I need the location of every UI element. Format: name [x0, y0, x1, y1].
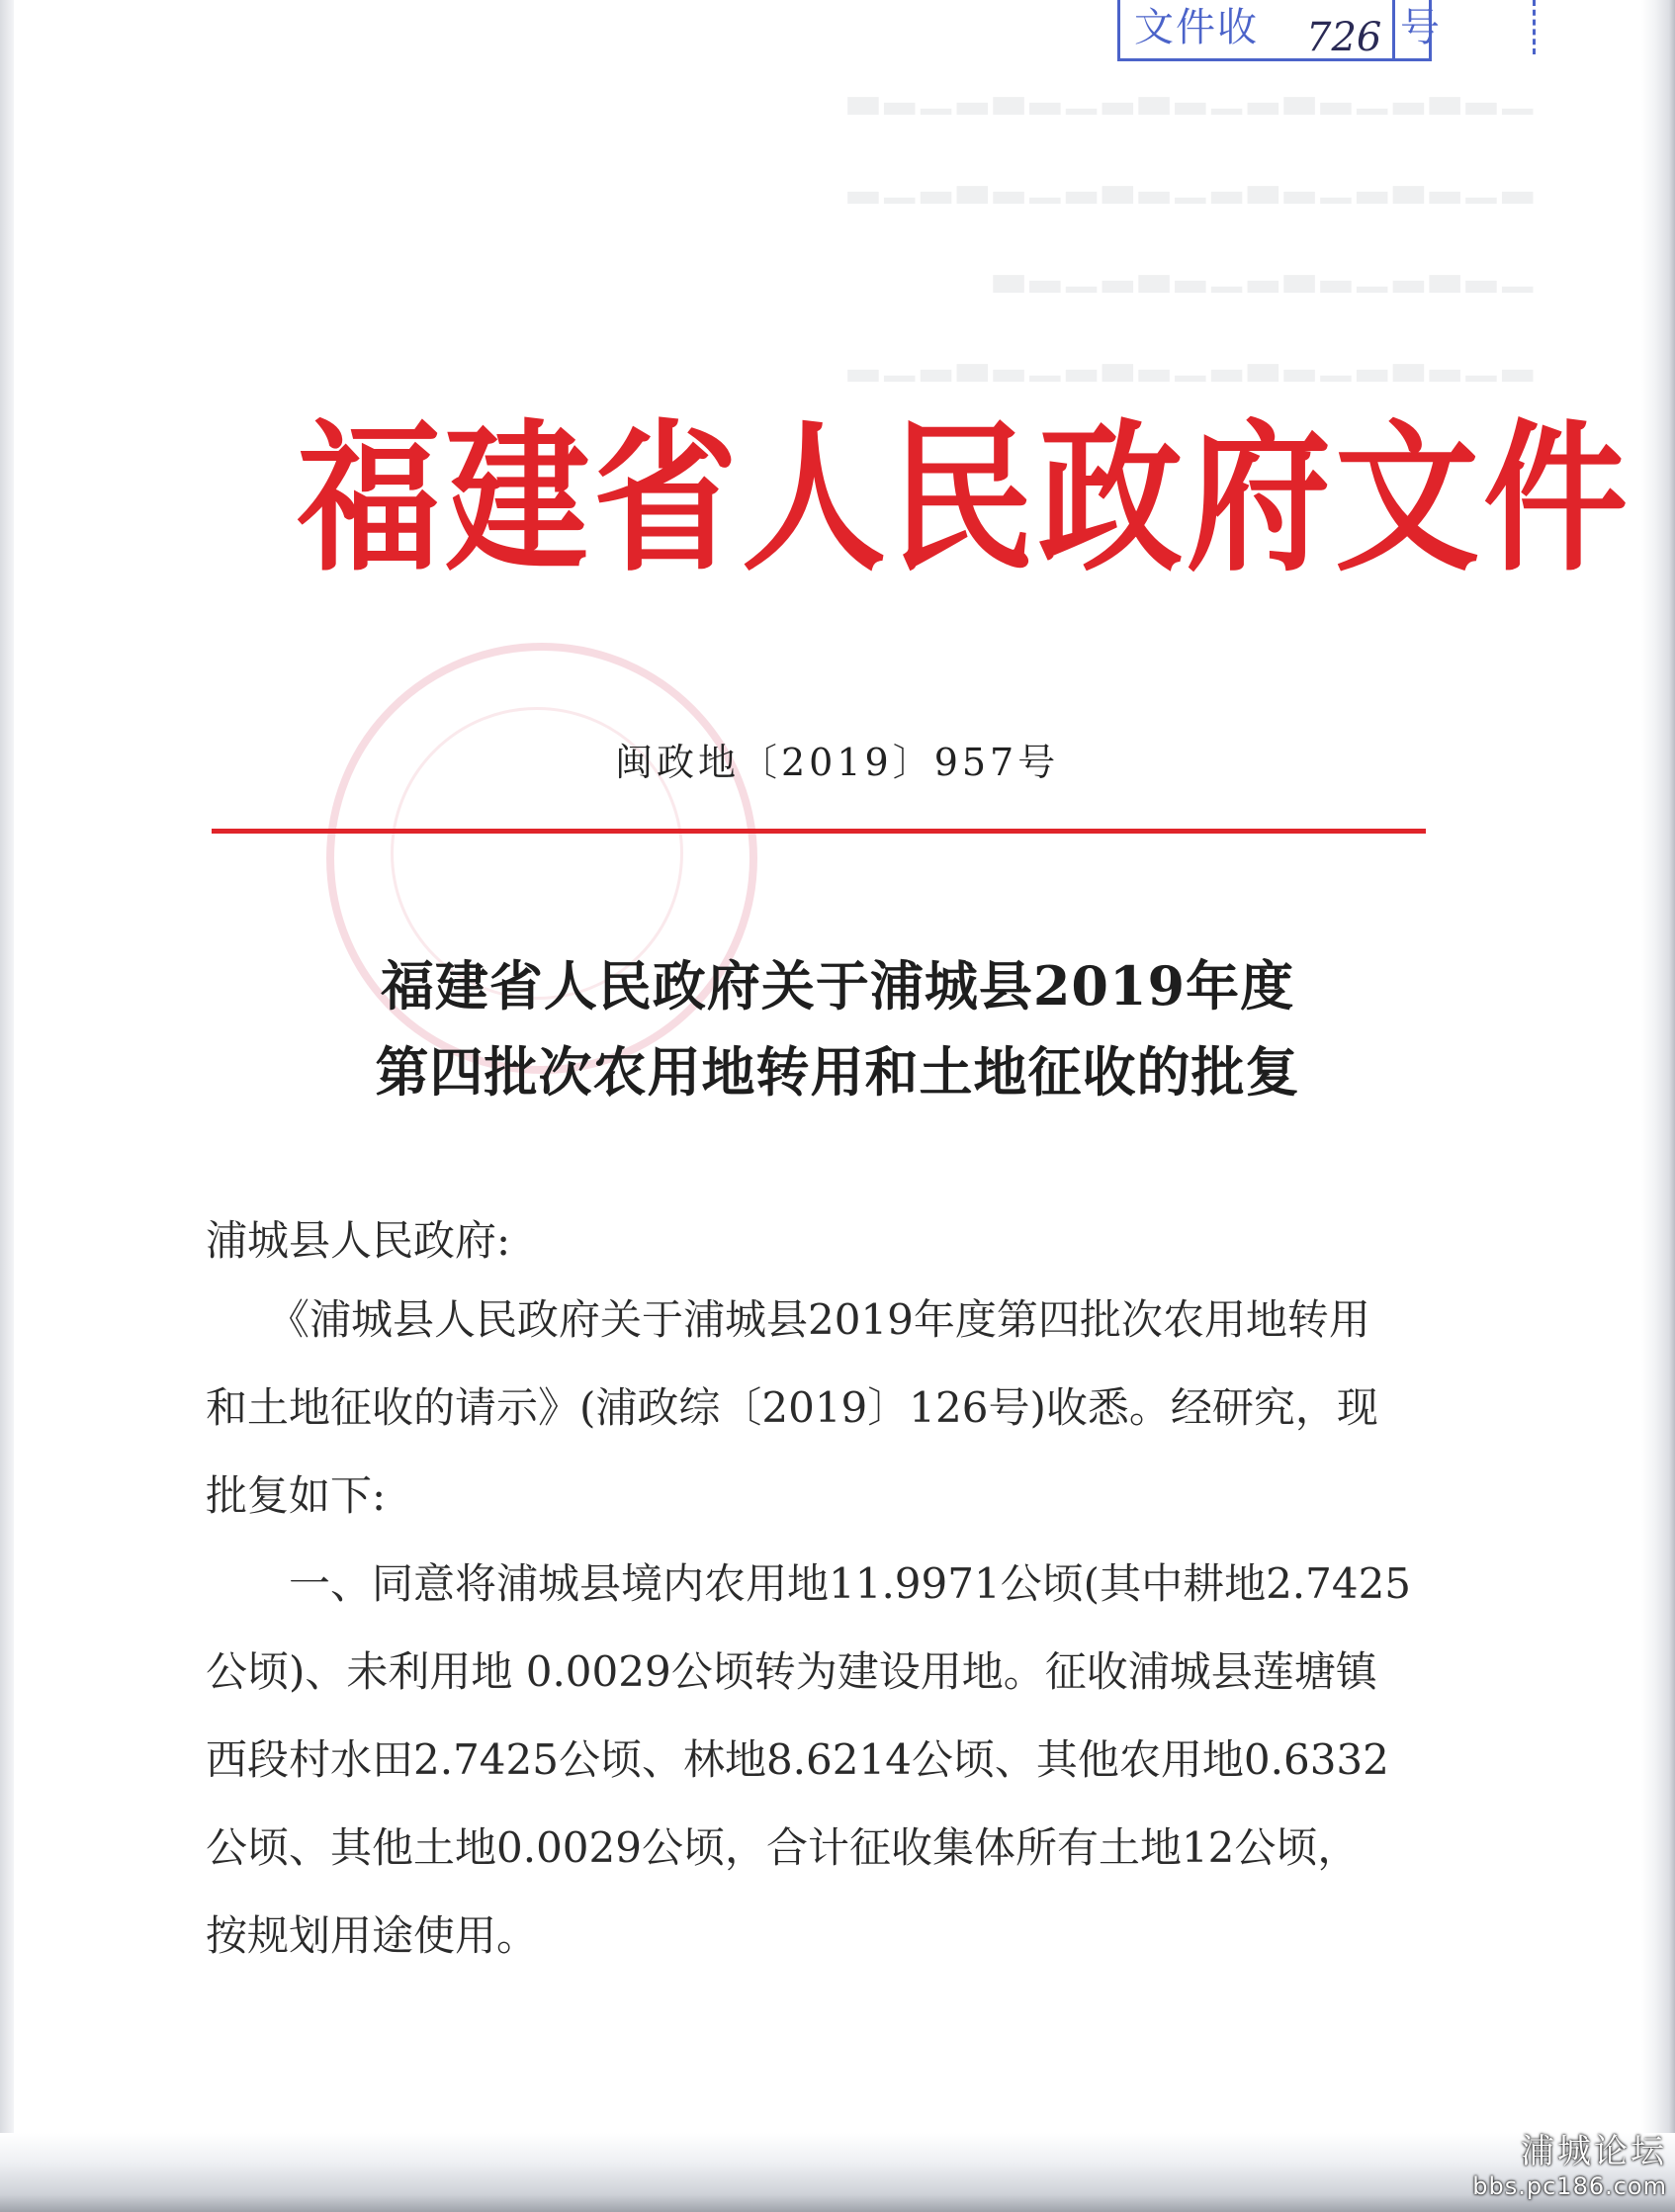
- paragraph-line: 《浦城县人民政府关于浦城县2019年度第四批次农用地转用: [206, 1295, 1370, 1344]
- paragraph-line: 西段村水田2.7425公顷、林地8.6214公顷、其他农用地0.6332: [206, 1735, 1389, 1784]
- document-number: 闽政地〔2019〕957号: [615, 741, 1060, 784]
- receipt-stamp-unit: 号: [1400, 5, 1440, 50]
- watermark-name: 浦城论坛: [1521, 2132, 1667, 2171]
- body-paragraph-1: [206, 1276, 1447, 1540]
- paragraph-line: 批复如下:: [206, 1471, 387, 1520]
- paragraph-line: 公顷、其他土地0.0029公顷，合计征收集体所有土地12公顷，: [206, 1823, 1360, 1872]
- receipt-stamp-label: 文件收: [1134, 5, 1259, 50]
- show-through-text: ▁▂▃▂▁▂▃▂▁▂▃▂▁▂▃▂▁▂▃: [841, 69, 1533, 115]
- watermark-url: bbs.pc186.com: [1472, 2172, 1667, 2200]
- paragraph-line: 和土地征收的请示》(浦政综〔2019〕126号)收悉。经研究，现: [206, 1383, 1378, 1432]
- addressee: 浦城县人民政府:: [206, 1216, 511, 1265]
- paragraph-line: 按规划用途使用。: [206, 1911, 539, 1960]
- paragraph-line: 公顷)、未利用地 0.0029公顷转为建设用地。征收浦城县莲塘镇: [206, 1647, 1377, 1696]
- forum-watermark: [1472, 2124, 1667, 2200]
- body-paragraph-2: [206, 1540, 1447, 1980]
- show-through-text: ▂▁▂▃▂▁▂▃▂▁▂▃▂▁▂▃▂▁▂: [841, 336, 1533, 382]
- show-through-text: ▂▁▂▃▂▁▂▃▂▁▂▃▂▁▂▃▂▁▂: [841, 158, 1533, 204]
- receipt-stamp-divider: [1392, 0, 1395, 61]
- paragraph-line: 一、同意将浦城县境内农用地11.9971公顷(其中耕地2.7425: [206, 1559, 1412, 1608]
- document-title-line-2: 第四批次农用地转用和土地征收的批复: [375, 1040, 1300, 1104]
- stamp-dashed-line: [1533, 0, 1539, 54]
- document-title-line-1: 福建省人民政府关于浦城县2019年度: [380, 954, 1295, 1018]
- document-masthead: 福建省人民政府文件: [297, 403, 1631, 594]
- receipt-stamp: [1117, 0, 1440, 61]
- scan-bottom-edge: [0, 2133, 1675, 2212]
- receipt-stamp-number: 726: [1306, 15, 1382, 60]
- show-through-text: ▁▂▃▂▁▂▃▂▁▂▃▂▁▂▃: [987, 247, 1533, 293]
- red-separator-line: [212, 829, 1426, 834]
